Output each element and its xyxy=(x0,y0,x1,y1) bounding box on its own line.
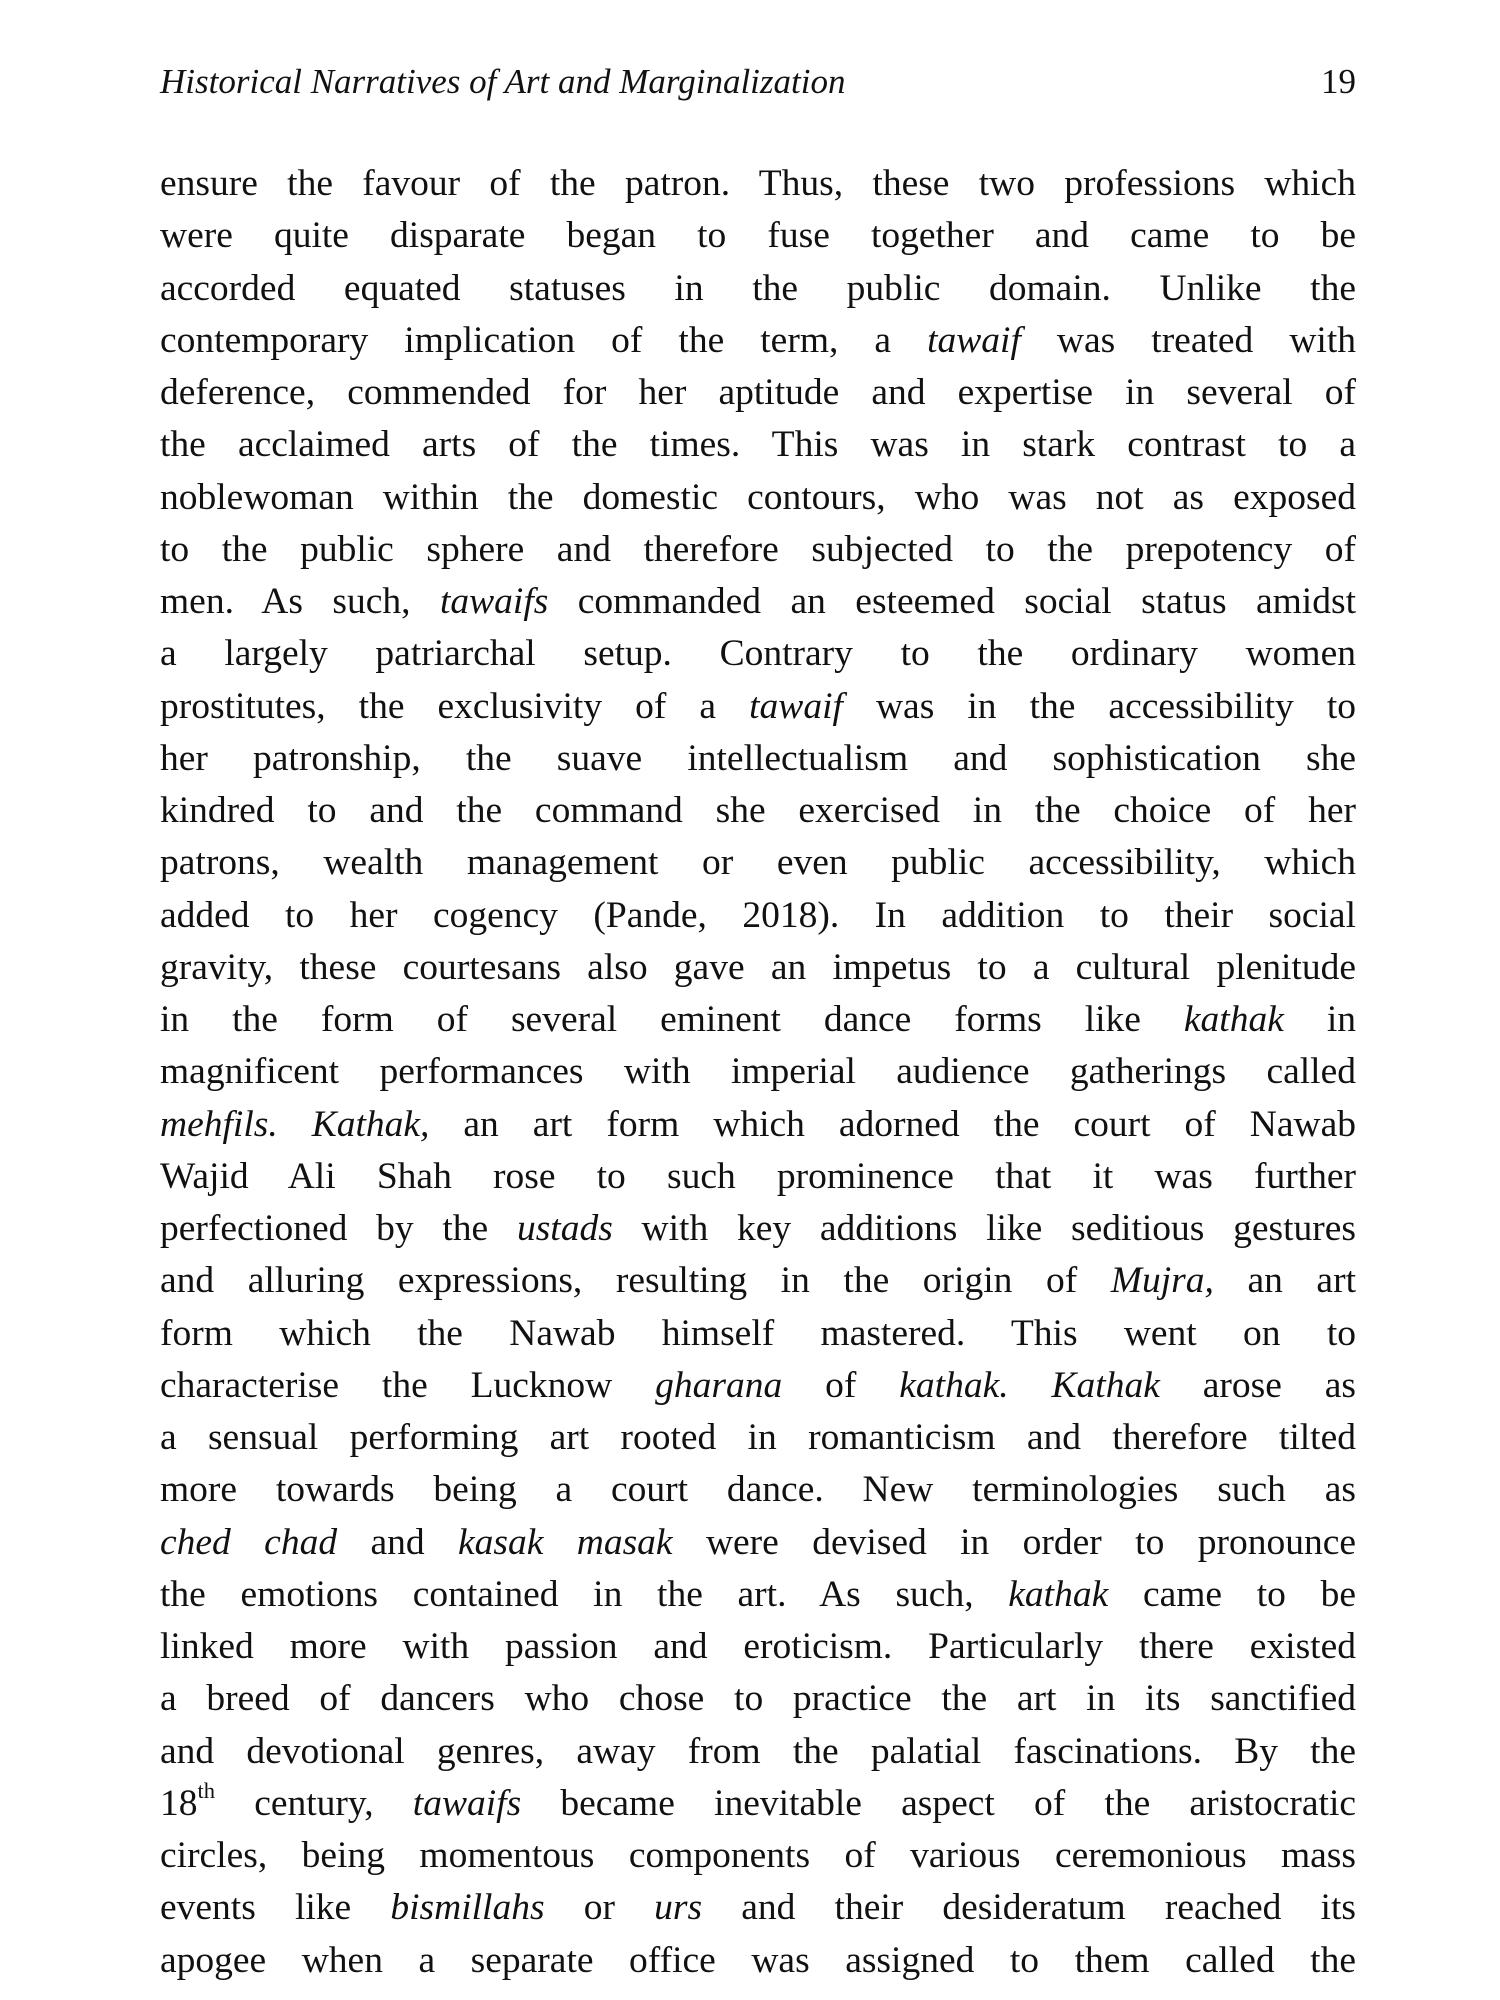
italic-text: mehfils. Kathak, xyxy=(160,1103,430,1145)
text-line xyxy=(160,1203,1356,1255)
text-segment: patrons, wealth management or even public accessibility, which xyxy=(160,842,1356,884)
text-segment: and alluring expressions, resulting in the origin of xyxy=(160,1260,1111,1302)
text-line xyxy=(160,263,1356,315)
italic-text: tawaif xyxy=(749,685,843,727)
text-segment: her patronship, the suave intellectualism and sophistication she xyxy=(160,737,1356,779)
text-line xyxy=(160,1412,1356,1464)
text-segment: gravity, these courtesans also gave an impetus to a cultural plenitude xyxy=(160,946,1356,988)
text-segment: Wajid Ali Shah rose to such prominence that it was further xyxy=(160,1155,1356,1197)
italic-text: tawaifs xyxy=(412,1782,522,1824)
text-line xyxy=(160,1830,1356,1882)
text-line xyxy=(160,733,1356,785)
text-segment: a largely patriarchal setup. Contrary to the ordinary women xyxy=(160,633,1356,675)
text-segment: the acclaimed arts of the times. This was in stark contrast to a xyxy=(160,424,1356,466)
italic-text: ched chad xyxy=(160,1521,338,1563)
text-line xyxy=(160,1726,1356,1778)
italic-text: Mujra, xyxy=(1110,1260,1214,1302)
italic-text: kasak masak xyxy=(457,1521,673,1563)
text-segment: accorded equated statuses in the public domain. Unlike the xyxy=(160,267,1356,309)
italic-text: kathak xyxy=(1008,1573,1109,1615)
italic-text: tawaifs xyxy=(439,581,549,622)
text-segment: of xyxy=(782,1364,900,1406)
text-segment: and xyxy=(337,1521,458,1563)
italic-text: urs xyxy=(654,1887,703,1929)
text-segment: an art xyxy=(1213,1260,1356,1302)
text-segment: an art form which adorned the court of Nawab xyxy=(429,1103,1356,1145)
text-segment: events like xyxy=(160,1887,391,1929)
text-line xyxy=(160,890,1356,942)
text-line xyxy=(160,942,1356,994)
text-segment: magnificent performances with imperial audience gatherings called xyxy=(160,1051,1356,1093)
text-line xyxy=(160,210,1356,262)
text-segment: or xyxy=(544,1887,655,1929)
text-line xyxy=(160,628,1356,680)
text-line xyxy=(160,1673,1356,1725)
text-segment: circles, being momentous components of various ceremonious mass xyxy=(160,1835,1356,1876)
text-line xyxy=(160,1464,1356,1516)
text-segment: perfectioned by the xyxy=(160,1208,517,1249)
text-segment: were devised in order to pronounce xyxy=(672,1521,1356,1563)
text-segment: kindred to and the command she exercised in the choice of her xyxy=(160,790,1356,831)
text-line xyxy=(160,994,1356,1046)
text-segment: commanded an esteemed social status amidst xyxy=(548,581,1356,622)
text-segment: contemporary implication of the term, a xyxy=(160,319,928,361)
text-segment: deference, commended for her aptitude and expertise in several of xyxy=(160,372,1356,413)
text-line xyxy=(160,524,1356,576)
text-segment: a breed of dancers who chose to practice the art in its sanctified xyxy=(160,1678,1356,1720)
body-text xyxy=(160,158,1356,1987)
text-segment: linked more with passion and eroticism. Particularly there existed xyxy=(160,1626,1356,1667)
text-line xyxy=(160,472,1356,524)
text-line xyxy=(160,367,1356,419)
italic-text: kathak. Kathak xyxy=(899,1364,1160,1406)
text-segment: in the form of several eminent dance forms like xyxy=(160,999,1184,1040)
italic-text: ustads xyxy=(516,1208,613,1249)
text-segment: came to be xyxy=(1108,1573,1357,1615)
text-segment: noblewoman within the domestic contours, who was not as exposed xyxy=(160,476,1356,518)
text-line xyxy=(160,1778,1356,1830)
text-segment: characterise the Lucknow xyxy=(160,1364,656,1406)
text-segment: century, xyxy=(215,1782,413,1824)
text-segment: was in the accessibility to xyxy=(842,685,1357,727)
text-segment: was treated with xyxy=(1020,319,1356,361)
text-segment: became inevitable aspect of the aristocratic xyxy=(521,1782,1357,1824)
text-segment: the emotions contained in the art. As such, xyxy=(160,1573,1009,1615)
page-header xyxy=(160,62,1356,112)
text-segment: more towards being a court dance. New terminologies such as xyxy=(160,1469,1356,1511)
text-segment: in xyxy=(1283,999,1357,1040)
italic-text: gharana xyxy=(655,1364,783,1406)
text-line xyxy=(160,1255,1356,1307)
text-segment: men. As such, xyxy=(160,581,440,622)
page-number: 19 xyxy=(1321,62,1356,101)
text-line xyxy=(160,1935,1356,1987)
text-segment: ensure the favour of the patron. Thus, these two professions which xyxy=(160,163,1356,204)
text-segment: were quite disparate began to fuse together and came to be xyxy=(160,215,1356,257)
text-line xyxy=(160,158,1356,210)
italic-text: bismillahs xyxy=(390,1887,545,1929)
italic-text: kathak xyxy=(1183,999,1284,1040)
text-segment: with key additions like seditious gestures xyxy=(612,1208,1357,1249)
text-segment: form which the Nawab himself mastered. This went on to xyxy=(160,1312,1356,1354)
text-line xyxy=(160,315,1356,367)
text-line xyxy=(160,1046,1356,1098)
text-line xyxy=(160,1308,1356,1360)
superscript-text: th xyxy=(197,1777,216,1803)
text-segment: a sensual performing art rooted in romanticism and therefore tilted xyxy=(160,1417,1356,1458)
text-line xyxy=(160,681,1356,733)
text-line xyxy=(160,1569,1356,1621)
text-line xyxy=(160,837,1356,889)
text-line xyxy=(160,1517,1356,1569)
text-segment: arose as xyxy=(1159,1364,1356,1406)
text-segment: and their desideratum reached its xyxy=(702,1887,1356,1929)
text-segment: apogee when a separate office was assigned to them called the xyxy=(160,1939,1356,1981)
running-title: Historical Narratives of Art and Marginalization xyxy=(160,62,846,101)
text-segment: and devotional genres, away from the palatial fascinations. By the xyxy=(160,1730,1356,1772)
text-segment: added to her cogency (Pande, 2018). In addition to their social xyxy=(160,894,1356,936)
text-segment: prostitutes, the exclusivity of a xyxy=(160,685,750,727)
text-segment: to the public sphere and therefore subjected to the prepotency of xyxy=(160,528,1356,570)
text-line xyxy=(160,1151,1356,1203)
text-segment: 18 xyxy=(160,1782,198,1824)
text-line xyxy=(160,1621,1356,1673)
text-line xyxy=(160,785,1356,837)
text-line xyxy=(160,419,1356,471)
text-line xyxy=(160,1099,1356,1151)
text-line xyxy=(160,1360,1356,1412)
text-line xyxy=(160,576,1356,628)
text-line xyxy=(160,1882,1356,1934)
italic-text: tawaif xyxy=(927,319,1021,361)
